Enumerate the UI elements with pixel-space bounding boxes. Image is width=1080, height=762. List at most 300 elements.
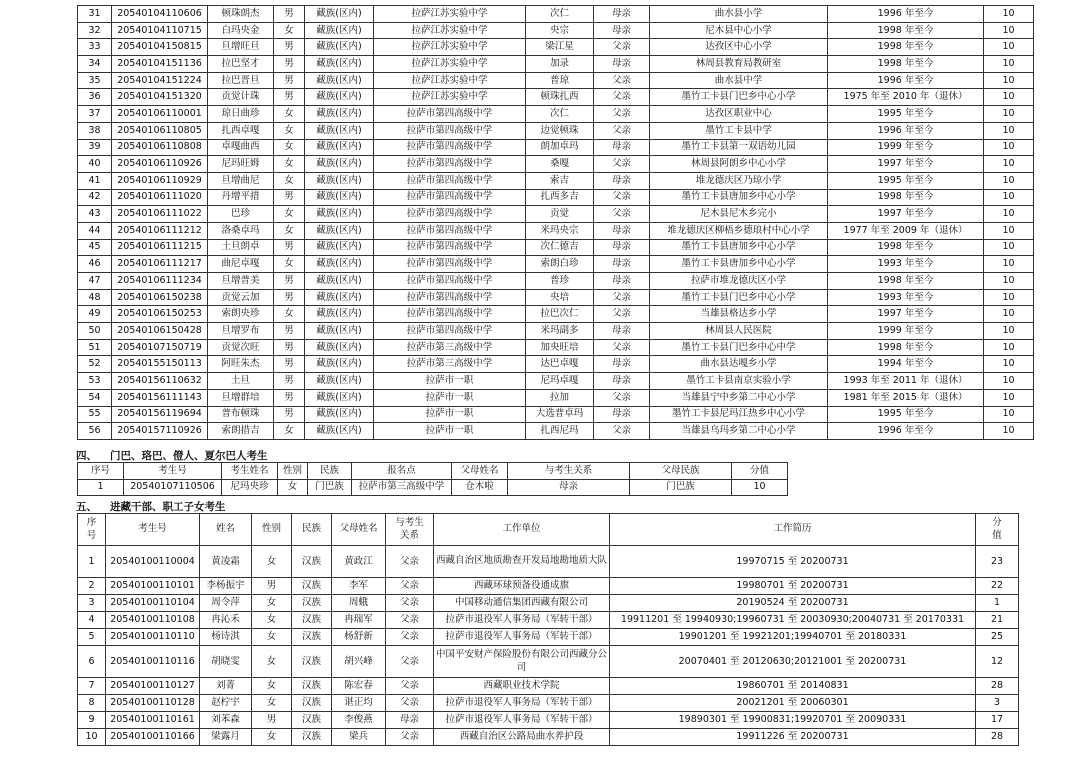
table-cell: 贡觉计珠 <box>208 89 274 106</box>
table-cell: 1998 年至今 <box>828 22 984 39</box>
table-cell: 父亲 <box>594 106 650 123</box>
table-cell: 19860701 至 20140831 <box>610 678 976 695</box>
table-cell: 母亲 <box>594 22 650 39</box>
table-cell: 扎西卓嘎 <box>208 122 274 139</box>
table-cell: 1998 年至今 <box>828 339 984 356</box>
table-cell: 藏族(区内) <box>305 389 374 406</box>
table-cell: 墨竹工卡县第一双语幼儿园 <box>650 139 828 156</box>
table-cell: 旦增曲尼 <box>208 172 274 189</box>
table-cell: 父亲 <box>594 306 650 323</box>
table-cell: 男 <box>274 339 305 356</box>
table-cell: 10 <box>984 356 1034 373</box>
table-cell: 1975 年至 2010 年（退休） <box>828 89 984 106</box>
table-cell: 拉萨市堆龙德庆区小学 <box>650 273 828 290</box>
table-cell: 父亲 <box>386 646 434 678</box>
table-cell: 汉族 <box>292 729 332 746</box>
table-cell: 拉萨市一职 <box>374 373 526 390</box>
table-cell: 李军 <box>332 578 386 595</box>
table-row <box>78 139 1034 156</box>
table-cell: 1995 年至今 <box>828 406 984 423</box>
table-row <box>78 546 1019 578</box>
table-cell: 曲尼卓嘎 <box>208 256 274 273</box>
table-cell: 汉族 <box>292 712 332 729</box>
table-cell: 拉萨市第四高级中学 <box>374 106 526 123</box>
table-cell: 43 <box>78 206 112 223</box>
table-cell: 尼木县中心小学 <box>650 22 828 39</box>
table-cell: 藏族(区内) <box>305 22 374 39</box>
table-cell: 藏族(区内) <box>305 239 374 256</box>
table-cell: 10 <box>984 389 1034 406</box>
table-cell: 47 <box>78 273 112 290</box>
table-cell: 20540106111020 <box>112 189 208 206</box>
table-cell: 拉萨市第四高级中学 <box>374 289 526 306</box>
table-cell: 男 <box>274 6 305 23</box>
table-cell: 男 <box>274 273 305 290</box>
table-cell: 顿珠扎西 <box>526 89 594 106</box>
table-cell: 拉萨江苏实验中学 <box>374 6 526 23</box>
table-cell: 1995 年至今 <box>828 172 984 189</box>
table-cell: 林周县人民医院 <box>650 323 828 340</box>
table-cell: 藏族(区内) <box>305 256 374 273</box>
table-cell: 20540106150428 <box>112 323 208 340</box>
table-cell: 6 <box>78 646 106 678</box>
table-cell: 土旦 <box>208 373 274 390</box>
table-cell: 父亲 <box>594 122 650 139</box>
table-cell: 藏族(区内) <box>305 356 374 373</box>
table-cell: 20540157110926 <box>112 423 208 440</box>
table-cell: 3 <box>78 595 106 612</box>
table-cell: 52 <box>78 356 112 373</box>
table-row <box>78 6 1034 23</box>
table-cell: 21 <box>976 612 1019 629</box>
table-cell: 51 <box>78 339 112 356</box>
table-cell: 1994 年至今 <box>828 356 984 373</box>
table-cell: 3 <box>976 695 1019 712</box>
table-row <box>78 206 1034 223</box>
table-cell: 丹增平措 <box>208 189 274 206</box>
table-cell: 10 <box>984 222 1034 239</box>
table-cell: 边觉顿珠 <box>526 122 594 139</box>
table-row <box>78 712 1019 729</box>
table-row <box>78 289 1034 306</box>
table-row <box>78 106 1034 123</box>
table-cell: 女 <box>274 206 305 223</box>
table-cell: 7 <box>78 678 106 695</box>
table-cell: 冉沁禾 <box>200 612 252 629</box>
table-cell: 尼玛旺姆 <box>208 156 274 173</box>
table-cell: 白玛央金 <box>208 22 274 39</box>
table-cell: 汉族 <box>292 678 332 695</box>
table-cell: 卓嘎曲西 <box>208 139 274 156</box>
table-cell: 10 <box>984 139 1034 156</box>
table-row <box>78 56 1034 73</box>
section-4-number: 四、 <box>76 450 97 462</box>
table-cell: 尼木县尼木乡完小 <box>650 206 828 223</box>
table-cell: 49 <box>78 306 112 323</box>
table-cell: 拉萨市第四高级中学 <box>374 122 526 139</box>
table-cell: 墨竹工卡县中学 <box>650 122 828 139</box>
table-cell: 28 <box>976 729 1019 746</box>
table-cell: 拉萨市第四高级中学 <box>374 172 526 189</box>
header-row <box>78 463 788 480</box>
column-header: 考生号 <box>124 463 222 480</box>
table-cell: 普珍 <box>526 273 594 290</box>
table-cell: 20540106111234 <box>112 273 208 290</box>
table-cell: 男 <box>274 373 305 390</box>
table-cell: 男 <box>274 356 305 373</box>
table-cell: 藏族(区内) <box>305 222 374 239</box>
table-cell: 10 <box>984 273 1034 290</box>
table-cell: 林周县阿朗乡中心小学 <box>650 156 828 173</box>
table-cell: 25 <box>976 629 1019 646</box>
table-cell: 藏族(区内) <box>305 122 374 139</box>
table-cell: 央培 <box>526 289 594 306</box>
table-cell: 达巴卓嘎 <box>526 356 594 373</box>
table-cell: 1997 年至今 <box>828 156 984 173</box>
table-cell: 男 <box>252 712 292 729</box>
table-cell: 母亲 <box>594 256 650 273</box>
table-cell: 1993 年至 2011 年（退休） <box>828 373 984 390</box>
table-cell: 拉萨市第四高级中学 <box>374 323 526 340</box>
table-cell: 李杨振宇 <box>200 578 252 595</box>
table-cell: 旦增群培 <box>208 389 274 406</box>
table-cell: 梁露月 <box>200 729 252 746</box>
column-header: 工作简历 <box>610 514 976 546</box>
table-cell: 刘菁 <box>200 678 252 695</box>
table-cell: 10 <box>984 156 1034 173</box>
table-cell: 汉族 <box>292 546 332 578</box>
table-cell: 拉巴晋旦 <box>208 72 274 89</box>
table-cell: 10 <box>984 89 1034 106</box>
table-cell: 杨诗淇 <box>200 629 252 646</box>
table-cell: 拉萨市一职 <box>374 423 526 440</box>
table-cell: 拉萨市第四高级中学 <box>374 306 526 323</box>
table-cell: 20540100110161 <box>106 712 200 729</box>
section-4-title: 门巴、珞巴、僜人、夏尔巴人考生 <box>110 450 268 462</box>
table-row <box>78 373 1034 390</box>
table-cell: 女 <box>274 423 305 440</box>
table-cell: 1998 年至今 <box>828 273 984 290</box>
table-cell: 父亲 <box>594 72 650 89</box>
table-row <box>78 479 788 496</box>
table-cell: 墨竹工卡县南京实验小学 <box>650 373 828 390</box>
table-cell: 20190524 至 20200731 <box>610 595 976 612</box>
table-cell: 陈宏春 <box>332 678 386 695</box>
table-cell: 索朗白珍 <box>526 256 594 273</box>
table-row <box>78 629 1019 646</box>
table-cell: 20540100110128 <box>106 695 200 712</box>
table-cell: 20540100110004 <box>106 546 200 578</box>
table-cell: 藏族(区内) <box>305 206 374 223</box>
table-cell: 男 <box>274 389 305 406</box>
table-cell: 冉瑞军 <box>332 612 386 629</box>
table-cell: 母亲 <box>594 56 650 73</box>
table-cell: 10 <box>984 72 1034 89</box>
table-cell: 朗加卓玛 <box>526 139 594 156</box>
table-cell: 普布顿珠 <box>208 406 274 423</box>
table-cell: 巴珍 <box>208 206 274 223</box>
table-cell: 20540104151136 <box>112 56 208 73</box>
table-cell: 米玛央宗 <box>526 222 594 239</box>
table-cell: 41 <box>78 172 112 189</box>
table-cell: 10 <box>984 106 1034 123</box>
table-cell: 54 <box>78 389 112 406</box>
table-cell: 父亲 <box>386 629 434 646</box>
table-cell: 扎西多吉 <box>526 189 594 206</box>
table-cell: 杨舒新 <box>332 629 386 646</box>
table-row <box>78 678 1019 695</box>
table-cell: 索朗央珍 <box>208 306 274 323</box>
table-cell: 藏族(区内) <box>305 306 374 323</box>
table-row <box>78 89 1034 106</box>
table-cell: 56 <box>78 423 112 440</box>
table-cell: 5 <box>78 629 106 646</box>
table-cell: 20540104110606 <box>112 6 208 23</box>
table-cell: 男 <box>274 72 305 89</box>
table-cell: 母亲 <box>594 239 650 256</box>
table-cell: 大选普卓玛 <box>526 406 594 423</box>
table-cell: 48 <box>78 289 112 306</box>
table-cell: 28 <box>976 678 1019 695</box>
table-cell: 旦增罗布 <box>208 323 274 340</box>
column-header: 民族 <box>292 514 332 546</box>
table-cell: 拉巴次仁 <box>526 306 594 323</box>
table-cell: 女 <box>252 612 292 629</box>
table-cell: 36 <box>78 89 112 106</box>
table-cell: 拉萨江苏实验中学 <box>374 72 526 89</box>
table-cell: 西藏职业技术学院 <box>434 678 610 695</box>
table-cell: 墨竹工卡县尼玛江热乡中心小学 <box>650 406 828 423</box>
table-cell: 汉族 <box>292 646 332 678</box>
table-cell: 母亲 <box>594 373 650 390</box>
table-cell: 尼玛卓嘎 <box>526 373 594 390</box>
table-cell: 31 <box>78 6 112 23</box>
table-cell: 10 <box>984 373 1034 390</box>
table-cell: 女 <box>278 479 308 496</box>
table-cell: 10 <box>984 22 1034 39</box>
table-cell: 胡兴峰 <box>332 646 386 678</box>
table-cell: 1 <box>78 479 124 496</box>
table-cell: 19911201 至 19940930;19960731 至 20030930;20040731 至 20170331 <box>610 612 976 629</box>
table-cell: 19970715 至 20200731 <box>610 546 976 578</box>
table-cell: 藏族(区内) <box>305 106 374 123</box>
table-cell: 墨竹工卡县门巴乡中心中学 <box>650 339 828 356</box>
table-cell: 墨竹工卡县唐加乡中心小学 <box>650 256 828 273</box>
column-header: 性别 <box>278 463 308 480</box>
table-cell: 拉萨市第四高级中学 <box>374 139 526 156</box>
table-cell: 1998 年至今 <box>828 239 984 256</box>
table-cell: 央宗 <box>526 22 594 39</box>
table-cell: 男 <box>274 56 305 73</box>
table-cell: 33 <box>78 39 112 56</box>
table-cell: 拉萨市第四高级中学 <box>374 156 526 173</box>
column-header: 序 号 <box>78 514 106 546</box>
table-cell: 拉萨市第四高级中学 <box>374 206 526 223</box>
table-cell: 女 <box>252 646 292 678</box>
table-cell: 父亲 <box>594 39 650 56</box>
table-cell: 梁兵 <box>332 729 386 746</box>
table-cell: 10 <box>984 122 1034 139</box>
table-cell: 母亲 <box>594 139 650 156</box>
table-cell: 1999 年至今 <box>828 139 984 156</box>
table-cell: 贡觉次旺 <box>208 339 274 356</box>
table-cell: 女 <box>274 172 305 189</box>
column-header: 父母民族 <box>630 463 732 480</box>
table-cell: 墨竹工卡县门巴乡中心小学 <box>650 289 828 306</box>
table-cell: 李俊燕 <box>332 712 386 729</box>
table-cell: 父亲 <box>594 389 650 406</box>
table-cell: 20540155150113 <box>112 356 208 373</box>
table-cell: 达孜区中心小学 <box>650 39 828 56</box>
table-cell: 40 <box>78 156 112 173</box>
table-cell: 10 <box>984 206 1034 223</box>
table-cell: 汉族 <box>292 695 332 712</box>
table-cell: 当雄县宁中乡第二中心小学 <box>650 389 828 406</box>
table-cell: 周蛾 <box>332 595 386 612</box>
table-cell: 4 <box>78 612 106 629</box>
table-cell: 34 <box>78 56 112 73</box>
table-cell: 当雄县格达乡小学 <box>650 306 828 323</box>
table-cell: 贡觉 <box>526 206 594 223</box>
table-cell: 20540156110632 <box>112 373 208 390</box>
table-cell: 藏族(区内) <box>305 156 374 173</box>
table-cell: 桑嘎 <box>526 156 594 173</box>
table-cell: 8 <box>78 695 106 712</box>
table-row <box>78 122 1034 139</box>
table-cell: 拉巴坚才 <box>208 56 274 73</box>
table-cell: 索朗措吉 <box>208 423 274 440</box>
table-row <box>78 189 1034 206</box>
table-cell: 中国移动通信集团西藏有限公司 <box>434 595 610 612</box>
table-cell: 藏族(区内) <box>305 6 374 23</box>
section-5-number: 五、 <box>76 501 97 513</box>
table-cell: 门巴族 <box>630 479 732 496</box>
table-cell: 仓木啦 <box>452 479 508 496</box>
column-header: 序号 <box>78 463 124 480</box>
table-cell: 20540106110001 <box>112 106 208 123</box>
table-cell: 10 <box>984 56 1034 73</box>
table-cell: 女 <box>274 256 305 273</box>
table-cell: 32 <box>78 22 112 39</box>
table-cell: 林周县教育局教研室 <box>650 56 828 73</box>
table-row <box>78 339 1034 356</box>
table-cell: 母亲 <box>594 406 650 423</box>
table-cell: 次仁 <box>526 106 594 123</box>
table-cell: 拉萨市第三高级中学 <box>374 356 526 373</box>
table-cell: 汉族 <box>292 612 332 629</box>
table-cell: 母亲 <box>594 356 650 373</box>
section-4-heading <box>76 448 268 463</box>
table-cell: 19911226 至 20200731 <box>610 729 976 746</box>
table-cell: 堆龙德庆区乃琼小学 <box>650 172 828 189</box>
table-cell: 拉萨市第三高级中学 <box>374 339 526 356</box>
table-cell: 母亲 <box>594 222 650 239</box>
table-cell: 38 <box>78 122 112 139</box>
table-minority-ethnic-students <box>77 462 788 496</box>
table-cell: 42 <box>78 189 112 206</box>
table-cell: 拉萨市一职 <box>374 389 526 406</box>
table-cell: 藏族(区内) <box>305 139 374 156</box>
table-row <box>78 306 1034 323</box>
table-cell: 父亲 <box>594 189 650 206</box>
table-cell: 46 <box>78 256 112 273</box>
table-cell: 拉加 <box>526 389 594 406</box>
table-cell: 35 <box>78 72 112 89</box>
table-cell: 加录 <box>526 56 594 73</box>
table-cell: 20540100110101 <box>106 578 200 595</box>
table-cell: 女 <box>252 595 292 612</box>
table-cell: 拉萨市退役军人事务局（军转干部） <box>434 612 610 629</box>
column-header: 与考生关系 <box>508 463 630 480</box>
table-cell: 拉萨市退役军人事务局（军转干部） <box>434 695 610 712</box>
table-cell: 藏族(区内) <box>305 89 374 106</box>
table-cell: 10 <box>78 729 106 746</box>
table-cell: 拉萨江苏实验中学 <box>374 56 526 73</box>
table-ethnic-teacher-children <box>77 5 1034 440</box>
table-cell: 女 <box>252 629 292 646</box>
table-cell: 父亲 <box>594 156 650 173</box>
table-cell: 父亲 <box>386 695 434 712</box>
table-cell: 次仁德吉 <box>526 239 594 256</box>
table-cell: 胡晓雯 <box>200 646 252 678</box>
table-cell: 男 <box>274 189 305 206</box>
table-cell: 20540106111022 <box>112 206 208 223</box>
table-cell: 1996 年至今 <box>828 6 984 23</box>
table-cell: 墨竹工卡县唐加乡中心小学 <box>650 189 828 206</box>
table-cell: 米玛副多 <box>526 323 594 340</box>
table-cell: 旦增普美 <box>208 273 274 290</box>
table-cell: 20540106110929 <box>112 172 208 189</box>
table-row <box>78 39 1034 56</box>
table-cell: 母亲 <box>594 323 650 340</box>
table-cell: 20540156111143 <box>112 389 208 406</box>
table-cell: 达孜区职业中心 <box>650 106 828 123</box>
table-cell: 父亲 <box>386 678 434 695</box>
table-cell: 墨竹工卡县唐加乡中心小学 <box>650 239 828 256</box>
column-header: 父母姓名 <box>452 463 508 480</box>
table-cell: 20021201 至 20060301 <box>610 695 976 712</box>
column-header: 性别 <box>252 514 292 546</box>
table-cell: 父亲 <box>386 578 434 595</box>
table-cell: 男 <box>252 578 292 595</box>
table-cell: 1993 年至今 <box>828 289 984 306</box>
table-row <box>78 695 1019 712</box>
table-cell: 贡觉云加 <box>208 289 274 306</box>
table-cell: 拉萨市第四高级中学 <box>374 256 526 273</box>
section-5-heading <box>76 499 226 514</box>
table-cell: 20540106110808 <box>112 139 208 156</box>
table-cell: 拉萨市一职 <box>374 406 526 423</box>
table-row <box>78 356 1034 373</box>
table-row <box>78 729 1019 746</box>
table-cell: 1993 年至今 <box>828 256 984 273</box>
table-row <box>78 406 1034 423</box>
table-cell: 20540104151320 <box>112 89 208 106</box>
table-cell: 藏族(区内) <box>305 339 374 356</box>
table-cell: 顿珠朗杰 <box>208 6 274 23</box>
table-cell: 刘苯森 <box>200 712 252 729</box>
table-cell: 20540100110104 <box>106 595 200 612</box>
table-cell: 当雄县乌玛乡第二中心小学 <box>650 423 828 440</box>
table-cell: 黄凌霜 <box>200 546 252 578</box>
table-cell: 1 <box>78 546 106 578</box>
table-cell: 20540100110116 <box>106 646 200 678</box>
table-row <box>78 72 1034 89</box>
table-cell: 1998 年至今 <box>828 39 984 56</box>
table-row <box>78 423 1034 440</box>
table-cell: 藏族(区内) <box>305 323 374 340</box>
table-cell: 堆龙德庆区柳梧乡德琅村中心小学 <box>650 222 828 239</box>
